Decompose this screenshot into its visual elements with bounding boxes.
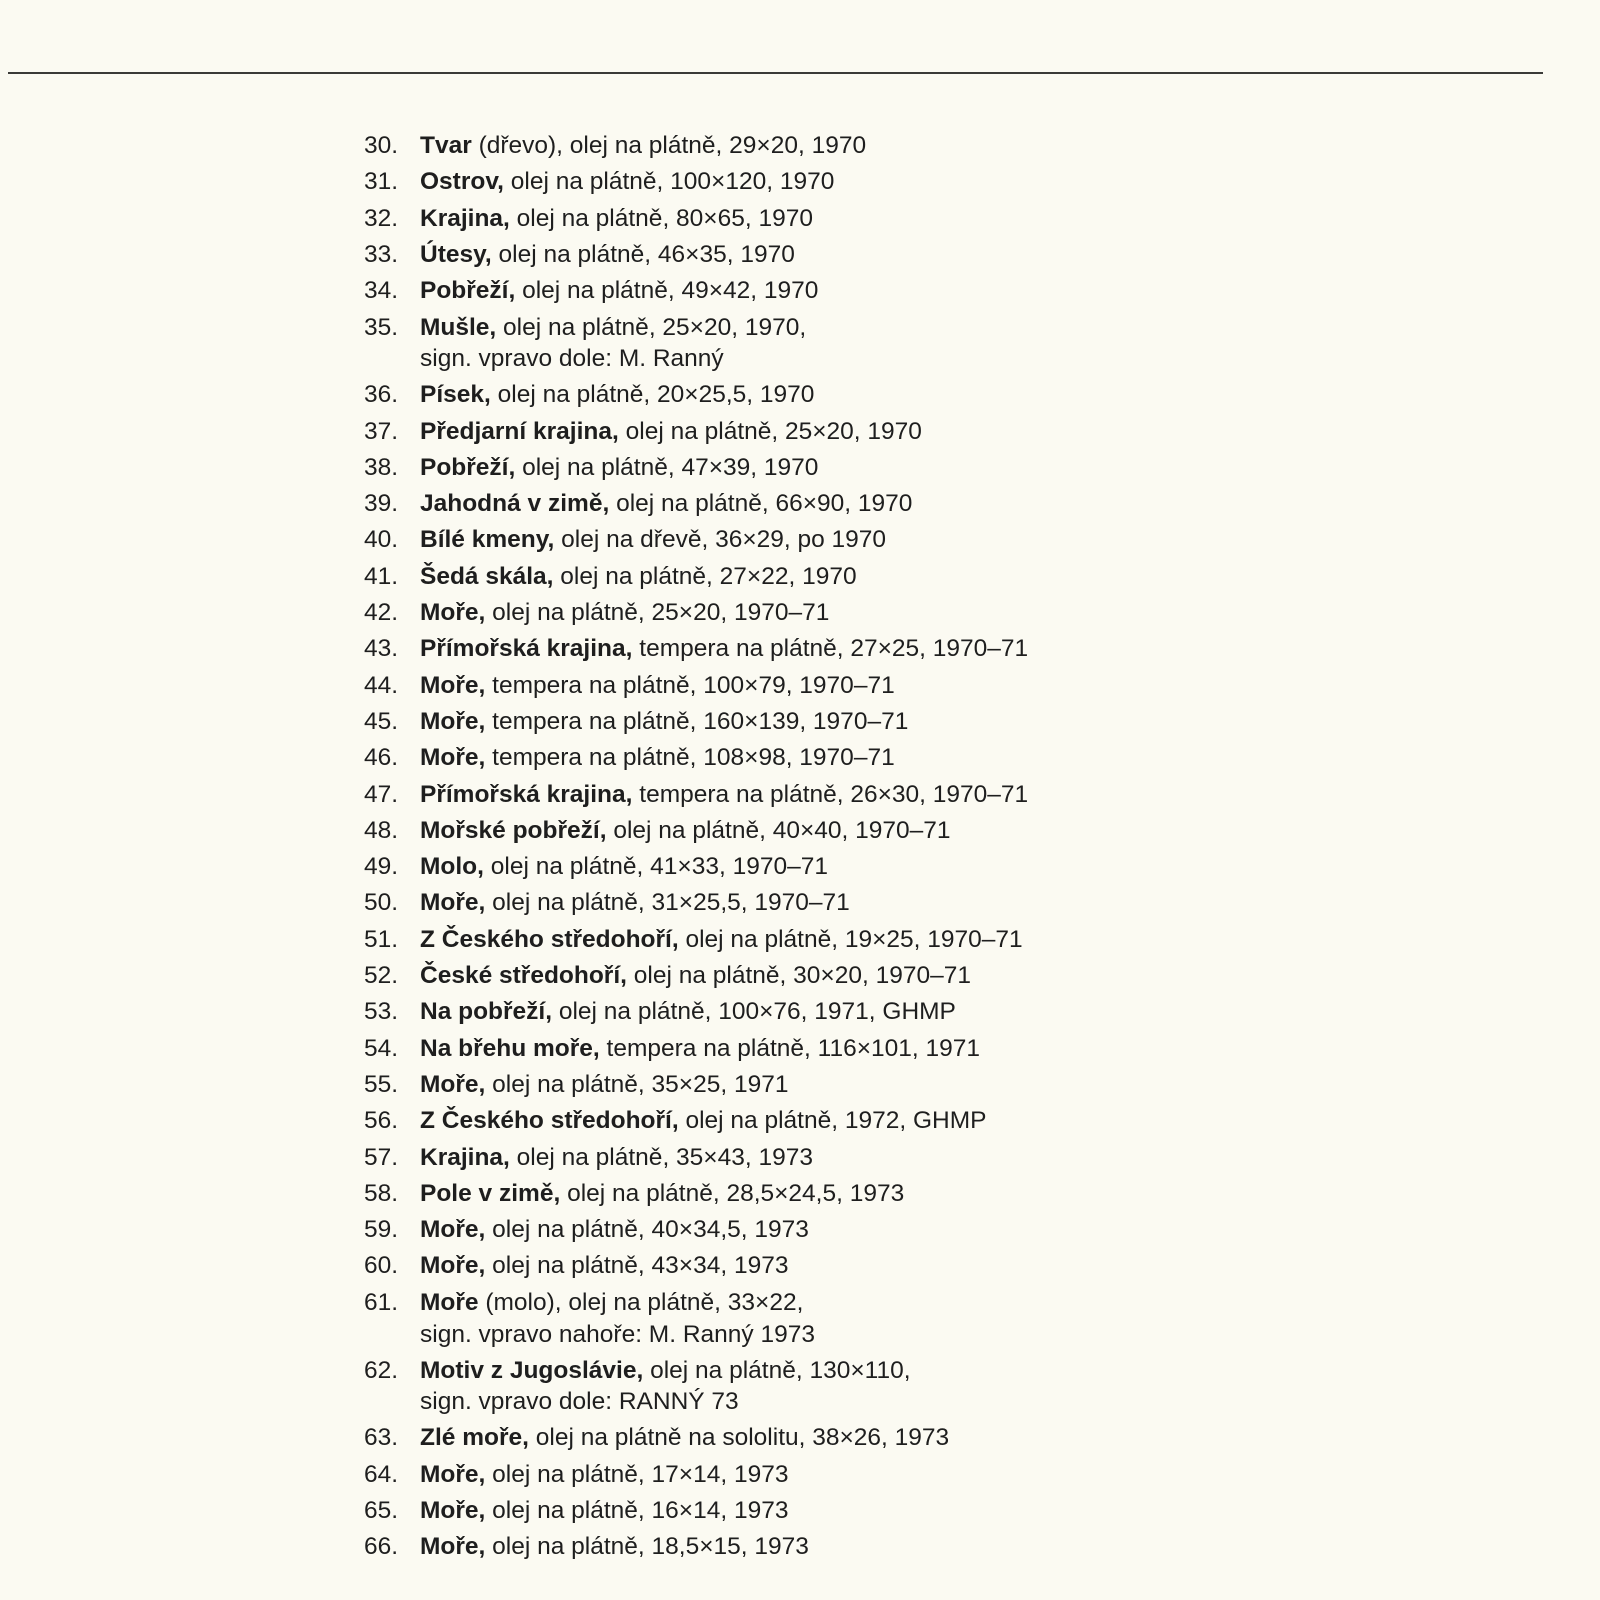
entry-title: Moře, xyxy=(420,707,486,735)
entry-title: Krajina, xyxy=(420,204,510,232)
entry-number: 43. xyxy=(364,635,399,663)
entry-number: 48. xyxy=(364,816,399,844)
entry-details: tempera na plátně, 27×25, 1970–71 xyxy=(632,635,1029,663)
catalog-entry xyxy=(364,813,1244,849)
entry-number: 31. xyxy=(364,168,399,196)
entry-number: 37. xyxy=(364,417,399,445)
entry-number: 44. xyxy=(364,671,399,699)
entry-body xyxy=(420,668,895,704)
entry-number: 32. xyxy=(364,204,399,232)
catalog-entry xyxy=(364,1529,1244,1565)
entry-title: Pobřeží, xyxy=(420,277,516,305)
entry-body xyxy=(420,522,886,558)
entry-title: Pobřeží, xyxy=(420,453,516,481)
entry-title: Jahodná v zimě, xyxy=(420,490,610,518)
entry-number: 60. xyxy=(364,1252,399,1280)
entry-body xyxy=(420,1103,986,1139)
entry-number: 58. xyxy=(364,1179,399,1207)
entry-details: tempera na plátně, 108×98, 1970–71 xyxy=(485,744,895,772)
entry-title: Přímořská krajina, xyxy=(420,780,633,808)
entry-body xyxy=(420,312,806,375)
entry-title: Mořské pobřeží, xyxy=(420,816,607,844)
entry-body xyxy=(420,740,895,776)
catalog-entry xyxy=(364,1067,1244,1103)
entry-title: Moře, xyxy=(420,1533,486,1561)
catalog-entry xyxy=(364,922,1244,958)
entry-number: 57. xyxy=(364,1143,399,1171)
entry-body xyxy=(420,559,857,595)
entry-title: Mušle, xyxy=(420,313,497,341)
catalog-entry xyxy=(364,414,1244,450)
entry-body xyxy=(420,1457,788,1493)
entry-title: Moře, xyxy=(420,599,486,627)
entry-number: 53. xyxy=(364,998,399,1026)
entry-title: Moře, xyxy=(420,1460,486,1488)
catalog-entry xyxy=(364,1031,1244,1067)
entry-signature-note: sign. vpravo nahoře: M. Ranný 1973 xyxy=(420,1320,815,1348)
catalog-entry xyxy=(364,631,1244,667)
catalog-entry xyxy=(364,777,1244,813)
entry-body xyxy=(420,1287,815,1350)
entry-title: Šedá skála, xyxy=(420,562,554,590)
catalog-entry xyxy=(364,201,1244,237)
entry-number: 45. xyxy=(364,707,399,735)
catalog-entry xyxy=(364,1285,1244,1353)
entry-details: olej na plátně, 35×25, 1971 xyxy=(485,1070,789,1098)
entry-title: Moře, xyxy=(420,1252,486,1280)
entry-details: olej na plátně, 40×34,5, 1973 xyxy=(485,1216,809,1244)
entry-body xyxy=(420,813,951,849)
catalog-entry xyxy=(364,994,1244,1030)
entry-body xyxy=(420,1420,949,1456)
entry-number: 34. xyxy=(364,277,399,305)
entry-number: 52. xyxy=(364,962,399,990)
catalog-entry xyxy=(364,668,1244,704)
entry-number: 51. xyxy=(364,925,399,953)
entry-number: 38. xyxy=(364,453,399,481)
entry-details: olej na plátně, 1972, GHMP xyxy=(678,1107,987,1135)
entry-details: tempera na plátně, 160×139, 1970–71 xyxy=(485,707,909,735)
entry-title: Z Českého středohoří, xyxy=(420,1107,679,1135)
catalog-entry xyxy=(364,958,1244,994)
catalog-list xyxy=(364,128,1244,1565)
entry-title: Bílé kmeny, xyxy=(420,526,555,554)
entry-body xyxy=(420,1212,809,1248)
catalog-entry xyxy=(364,1103,1244,1139)
entry-number: 36. xyxy=(364,381,399,409)
entry-body xyxy=(420,237,795,273)
entry-details: olej na plátně, 25×20, 1970 xyxy=(618,417,922,445)
entry-number: 61. xyxy=(364,1289,399,1317)
entry-body xyxy=(420,273,818,309)
entry-body xyxy=(420,450,818,486)
entry-title: Na pobřeží, xyxy=(420,998,553,1026)
entry-title: Moře, xyxy=(420,1496,486,1524)
entry-details: olej na plátně, 27×22, 1970 xyxy=(553,562,857,590)
entry-number: 35. xyxy=(364,313,399,341)
entry-number: 64. xyxy=(364,1460,399,1488)
entry-number: 56. xyxy=(364,1107,399,1135)
catalog-entry xyxy=(364,1457,1244,1493)
catalog-entry xyxy=(364,377,1244,413)
entry-body xyxy=(420,128,866,164)
entry-title: Krajina, xyxy=(420,1143,510,1171)
entry-body xyxy=(420,1355,911,1418)
entry-details: olej na plátně, 28,5×24,5, 1973 xyxy=(560,1179,905,1207)
entry-title: Motiv z Jugoslávie, xyxy=(420,1356,644,1384)
catalog-entry xyxy=(364,1420,1244,1456)
entry-title: Moře, xyxy=(420,671,486,699)
entry-details: olej na plátně, 20×25,5, 1970 xyxy=(490,381,815,409)
entry-details: olej na plátně, 46×35, 1970 xyxy=(491,240,795,268)
entry-details: olej na plátně, 100×120, 1970 xyxy=(503,168,835,196)
catalog-entry xyxy=(364,559,1244,595)
entry-title: České středohoří, xyxy=(420,962,627,990)
entry-body xyxy=(420,958,971,994)
entry-title: Molo, xyxy=(420,853,484,881)
catalog-entry xyxy=(364,486,1244,522)
catalog-entry xyxy=(364,450,1244,486)
entry-details: olej na plátně, 47×39, 1970 xyxy=(515,453,819,481)
entry-body xyxy=(420,631,1028,667)
entry-signature-note: sign. vpravo dole: M. Ranný xyxy=(420,345,724,373)
entry-details: olej na plátně, 31×25,5, 1970–71 xyxy=(485,889,850,917)
entry-details: olej na plátně, 41×33, 1970–71 xyxy=(483,853,828,881)
catalog-entry xyxy=(364,522,1244,558)
entry-body xyxy=(420,1493,788,1529)
catalog-entry xyxy=(364,237,1244,273)
entry-details: tempera na plátně, 116×101, 1971 xyxy=(599,1034,980,1062)
entry-details: olej na plátně, 43×34, 1973 xyxy=(485,1252,789,1280)
entry-details: olej na plátně, 25×20, 1970, xyxy=(496,313,807,341)
entry-number: 65. xyxy=(364,1496,399,1524)
catalog-entry xyxy=(364,1248,1244,1284)
entry-details: olej na plátně, 35×43, 1973 xyxy=(509,1143,813,1171)
entry-body xyxy=(420,922,1023,958)
catalog-entry xyxy=(364,1212,1244,1248)
entry-body xyxy=(420,1248,788,1284)
entry-body xyxy=(420,595,829,631)
entry-title: Pole v zimě, xyxy=(420,1179,561,1207)
catalog-entry xyxy=(364,1140,1244,1176)
entry-body xyxy=(420,885,850,921)
entry-number: 41. xyxy=(364,562,399,590)
entry-details: olej na plátně na sololitu, 38×26, 1973 xyxy=(528,1424,950,1452)
entry-details: olej na plátně, 16×14, 1973 xyxy=(485,1496,789,1524)
catalog-entry xyxy=(364,740,1244,776)
catalog-entry xyxy=(364,595,1244,631)
entry-signature-note: sign. vpravo dole: RANNÝ 73 xyxy=(420,1388,739,1416)
entry-details: olej na plátně, 100×76, 1971, GHMP xyxy=(552,998,956,1026)
entry-number: 46. xyxy=(364,744,399,772)
entry-number: 66. xyxy=(364,1533,399,1561)
catalog-entry xyxy=(364,1493,1244,1529)
entry-number: 47. xyxy=(364,780,399,808)
entry-title: Tvar xyxy=(420,132,472,159)
entry-body xyxy=(420,777,1028,813)
entry-number: 39. xyxy=(364,490,399,518)
entry-title: Moře, xyxy=(420,1216,486,1244)
entry-details: (molo), olej na plátně, 33×22, xyxy=(478,1289,804,1317)
entry-details: olej na plátně, 19×25, 1970–71 xyxy=(678,925,1023,953)
entry-title: Ostrov, xyxy=(420,168,504,196)
entry-details: olej na plátně, 18,5×15, 1973 xyxy=(485,1533,809,1561)
entry-number: 33. xyxy=(364,240,399,268)
entry-title: Útesy, xyxy=(420,240,492,268)
entry-number: 49. xyxy=(364,853,399,881)
entry-body xyxy=(420,201,813,237)
entry-title: Moře xyxy=(420,1289,479,1317)
entry-number: 42. xyxy=(364,599,399,627)
entry-body xyxy=(420,377,814,413)
entry-body xyxy=(420,414,922,450)
catalog-entry xyxy=(364,704,1244,740)
entry-body xyxy=(420,994,956,1030)
entry-details: tempera na plátně, 26×30, 1970–71 xyxy=(632,780,1029,808)
entry-number: 30. xyxy=(364,132,399,159)
entry-details: olej na plátně, 30×20, 1970–71 xyxy=(626,962,971,990)
catalog-entry xyxy=(364,1176,1244,1212)
entry-details: (dřevo), olej na plátně, 29×20, 1970 xyxy=(471,132,867,159)
entry-number: 59. xyxy=(364,1216,399,1244)
catalog-entry xyxy=(364,849,1244,885)
entry-details: olej na plátně, 17×14, 1973 xyxy=(485,1460,789,1488)
entry-title: Z Českého středohoří, xyxy=(420,925,679,953)
entry-title: Moře, xyxy=(420,744,486,772)
entry-details: olej na plátně, 49×42, 1970 xyxy=(515,277,819,305)
entry-body xyxy=(420,486,912,522)
entry-title: Zlé moře, xyxy=(420,1424,529,1452)
catalog-entry xyxy=(364,128,1244,164)
entry-title: Předjarní krajina, xyxy=(420,417,619,445)
entry-body xyxy=(420,1140,813,1176)
catalog-entry xyxy=(364,1352,1244,1420)
entry-title: Na břehu moře, xyxy=(420,1034,600,1062)
entry-body xyxy=(420,1067,788,1103)
entry-number: 50. xyxy=(364,889,399,917)
entry-details: olej na plátně, 25×20, 1970–71 xyxy=(485,599,830,627)
entry-details: olej na plátně, 40×40, 1970–71 xyxy=(606,816,951,844)
entry-details: olej na plátně, 130×110, xyxy=(643,1356,911,1384)
entry-number: 40. xyxy=(364,526,399,554)
entry-details: olej na plátně, 80×65, 1970 xyxy=(509,204,813,232)
entry-details: tempera na plátně, 100×79, 1970–71 xyxy=(485,671,895,699)
entry-number: 55. xyxy=(364,1070,399,1098)
entry-number: 62. xyxy=(364,1356,399,1384)
entry-title: Písek, xyxy=(420,381,491,409)
entry-body xyxy=(420,164,834,200)
entry-number: 54. xyxy=(364,1034,399,1062)
entry-title: Moře, xyxy=(420,1070,486,1098)
entry-title: Přímořská krajina, xyxy=(420,635,633,663)
entry-title: Moře, xyxy=(420,889,486,917)
entry-body xyxy=(420,1529,809,1565)
header-rule xyxy=(8,72,1543,74)
catalog-entry xyxy=(364,885,1244,921)
catalog-entry xyxy=(364,164,1244,200)
catalog-entry xyxy=(364,273,1244,309)
entry-body xyxy=(420,849,828,885)
entry-details: olej na plátně, 66×90, 1970 xyxy=(609,490,913,518)
entry-body xyxy=(420,1176,904,1212)
entry-number: 63. xyxy=(364,1424,399,1452)
catalog-entry xyxy=(364,309,1244,377)
entry-details: olej na dřevě, 36×29, po 1970 xyxy=(554,526,887,554)
entry-body xyxy=(420,1031,980,1067)
entry-body xyxy=(420,704,908,740)
